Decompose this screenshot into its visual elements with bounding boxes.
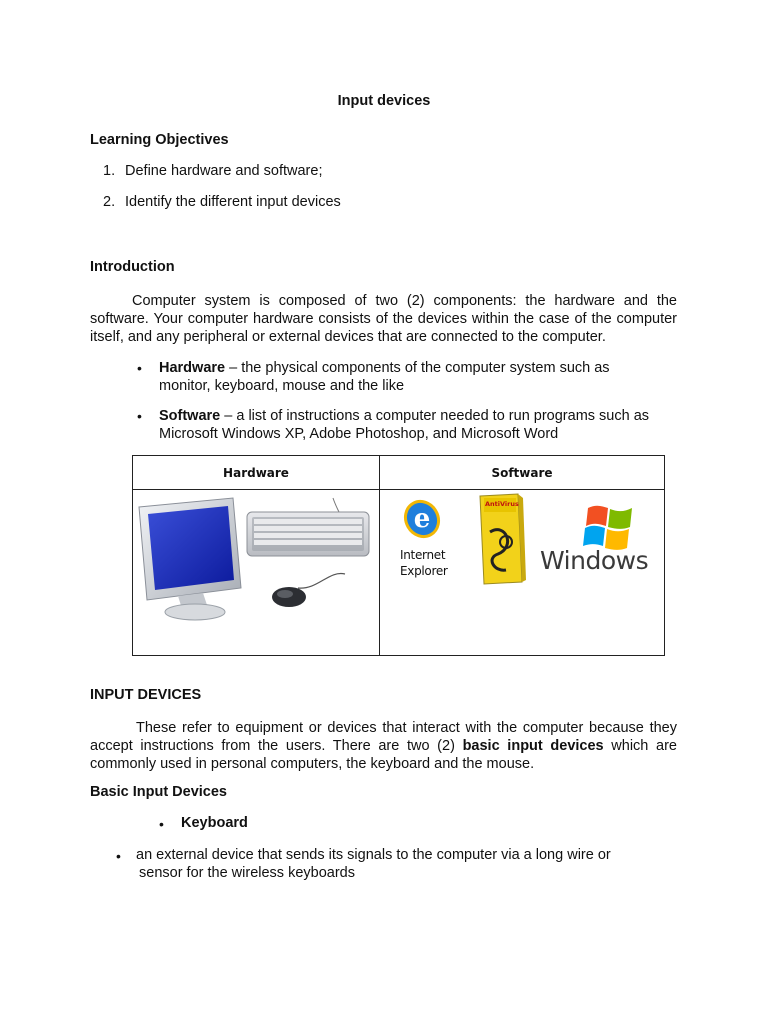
hardware-bullet (159, 359, 679, 395)
objective-item (103, 194, 341, 210)
paragraph-line: software. Your computer hardware consists of the devices within the case of the computer (90, 311, 677, 327)
paragraph-line (90, 737, 677, 755)
paragraph-line: Computer system is composed of two (2) components: the hardware and the (132, 293, 677, 309)
bullet-text: monitor, keyboard, mouse and the like (159, 378, 405, 394)
ie-icon (400, 495, 460, 543)
page-title: Input devices (337, 93, 431, 109)
paragraph-text: which are (603, 738, 677, 754)
ie-label-line1: Internet (400, 548, 446, 562)
internet-explorer-logo (400, 495, 460, 585)
mouse-icon (272, 573, 345, 607)
bullet-icon: • (159, 816, 164, 832)
software-bullet (159, 407, 699, 443)
keyboard-description (136, 846, 696, 882)
bullet-text: Microsoft Windows XP, Adobe Photoshop, and Microsoft Word (159, 426, 559, 442)
hardware-software-table (132, 455, 665, 656)
windows-wordmark: Windows (540, 546, 649, 575)
objective-number: 1. (103, 163, 116, 179)
description-line: sensor for the wireless keyboards (139, 865, 355, 881)
basic-input-devices-heading: Basic Input Devices (90, 784, 227, 800)
paragraph-line: These refer to equipment or devices that interact with the computer because they (136, 720, 677, 736)
software-image-cell (380, 490, 665, 656)
objective-text: Define hardware and software; (125, 163, 323, 179)
objective-item (103, 163, 322, 179)
hardware-image-cell (133, 490, 380, 656)
keyboard-subheading: Keyboard (181, 815, 248, 831)
paragraph-line: itself, and any peripheral or external devices that are connected to the computer. (90, 329, 606, 345)
objective-text: Identify the different input devices (125, 194, 341, 210)
bullet-text: – the physical components of the computer system such as (225, 360, 610, 376)
table-header-software: Software (380, 456, 665, 490)
table-header-hardware: Hardware (133, 456, 380, 490)
bullet-term: Software (159, 408, 221, 424)
keyboard-icon (247, 498, 369, 556)
input-devices-heading: INPUT DEVICES (90, 687, 202, 703)
input-devices-paragraph (90, 719, 677, 773)
bullet-icon: • (137, 408, 142, 424)
bullet-icon: • (116, 848, 121, 864)
description-line: an external device that sends its signals to the computer via a long wire or (136, 847, 611, 863)
bullet-term: Hardware (159, 360, 226, 376)
antivirus-box (476, 492, 526, 590)
monitor-icon (139, 498, 241, 620)
objectives-heading: Learning Objectives (90, 132, 229, 148)
hardware-illustration (133, 490, 379, 655)
windows-logo (540, 498, 660, 588)
paragraph-emphasis: basic input devices (462, 738, 604, 754)
svg-text:e: e (413, 504, 431, 534)
antivirus-label: AntiVirus (485, 500, 519, 508)
introduction-paragraph (90, 292, 677, 346)
paragraph-line: commonly used in personal computers, the keyboard and the mouse. (90, 756, 535, 772)
introduction-heading: Introduction (90, 259, 175, 275)
ie-label-line2: Explorer (400, 564, 448, 578)
bullet-icon: • (137, 360, 142, 376)
objective-number: 2. (103, 194, 116, 210)
paragraph-text: accept instructions from the users. There are two (2) (90, 738, 463, 754)
bullet-text: – a list of instructions a computer needed to run programs such as (220, 408, 650, 424)
